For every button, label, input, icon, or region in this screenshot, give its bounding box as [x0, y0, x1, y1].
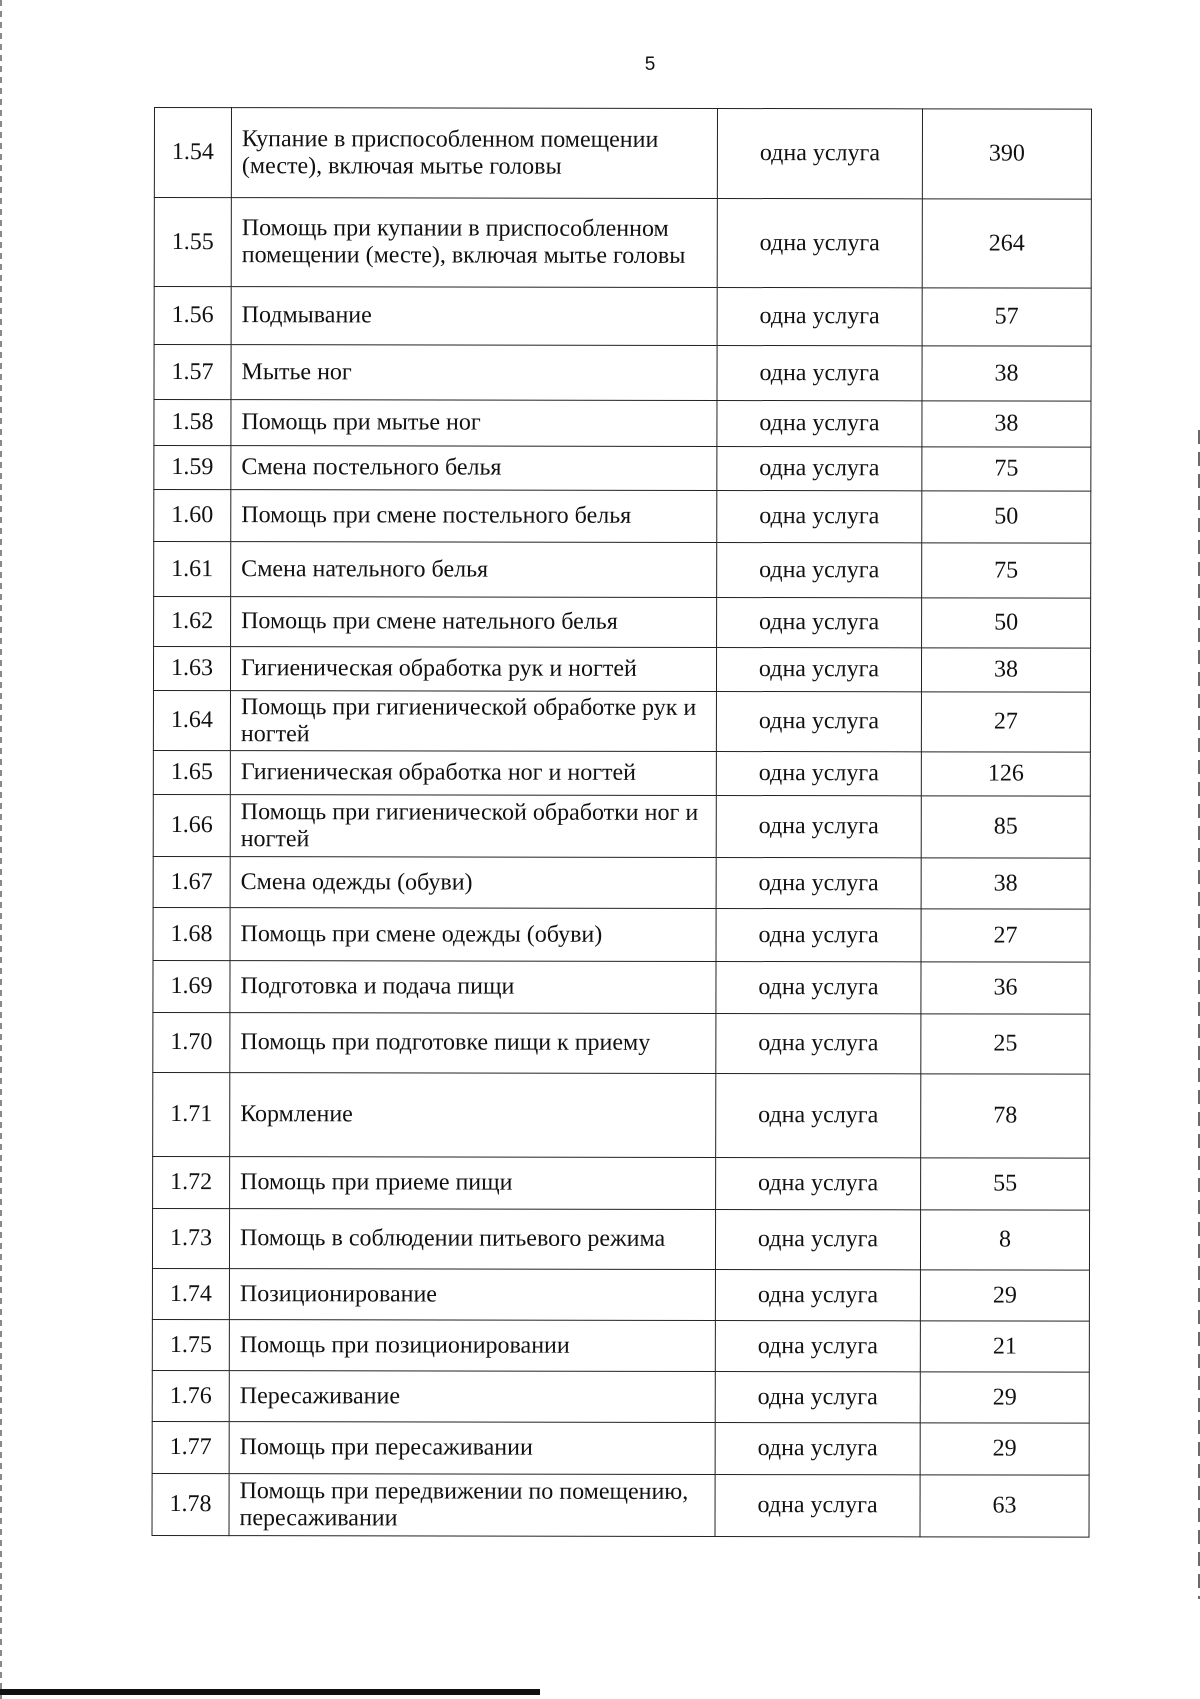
- table-row: [154, 490, 1091, 544]
- service-name: Смена одежды (обуви): [230, 857, 716, 909]
- table-row: [153, 1156, 1090, 1210]
- service-name: Кормление: [230, 1073, 716, 1158]
- table-row: [153, 856, 1090, 909]
- service-price: 38: [922, 401, 1091, 447]
- service-price: 63: [920, 1475, 1089, 1537]
- service-number: 1.62: [154, 597, 231, 647]
- service-name: Помощь при подготовке пищи к приему: [230, 1013, 716, 1074]
- service-number: 1.59: [154, 446, 231, 490]
- service-name: Смена нательного белья: [231, 542, 717, 598]
- table-row: [154, 446, 1091, 492]
- service-number: 1.61: [154, 542, 231, 597]
- service-number: 1.54: [154, 108, 231, 198]
- service-price: 57: [922, 288, 1091, 346]
- service-unit: одна услуга: [715, 1422, 920, 1474]
- table-row: [152, 1370, 1089, 1423]
- service-unit: одна услуга: [715, 1474, 920, 1536]
- service-price: 21: [920, 1321, 1089, 1372]
- service-number: 1.60: [154, 490, 231, 542]
- service-unit: одна услуга: [716, 647, 921, 691]
- service-price: 55: [921, 1158, 1090, 1210]
- service-name: Помощь при пересаживании: [229, 1422, 715, 1475]
- service-price: 75: [922, 447, 1091, 491]
- service-number: 1.69: [153, 960, 230, 1012]
- service-number: 1.70: [153, 1012, 230, 1072]
- service-price: 8: [920, 1210, 1089, 1270]
- service-name: Купание в приспособленном помещении (месте), включая мытье головы: [231, 108, 717, 199]
- table-row: [152, 1268, 1089, 1321]
- service-price: 390: [922, 109, 1091, 199]
- service-price: 25: [921, 1014, 1090, 1074]
- service-name: Помощь при купании в приспособленном помещении (месте), включая мытье головы: [231, 198, 717, 288]
- table-body: [152, 108, 1091, 1538]
- service-unit: одна услуга: [716, 1073, 921, 1157]
- page-number: 5: [644, 54, 656, 75]
- service-name: Смена постельного белья: [231, 446, 717, 491]
- service-name: Помощь в соблюдении питьевого режима: [229, 1209, 715, 1270]
- service-number: 1.63: [153, 647, 230, 691]
- service-name: Помощь при смене постельного белья: [231, 490, 717, 543]
- service-unit: одна услуга: [715, 1320, 920, 1371]
- service-unit: одна услуга: [717, 400, 922, 446]
- service-name: Помощь при гигиенической обработке рук и ногтей: [230, 691, 716, 752]
- table-row: [153, 750, 1090, 796]
- service-name: Пересаживание: [229, 1371, 715, 1423]
- service-name: Гигиеническая обработка рук и ногтей: [230, 647, 716, 692]
- table-row: [154, 287, 1091, 347]
- scan-bottom-edge: [0, 1689, 540, 1695]
- table-row: [153, 691, 1090, 753]
- table-row: [154, 542, 1091, 599]
- service-unit: одна услуга: [716, 1157, 921, 1209]
- service-name: Позиционирование: [229, 1269, 715, 1321]
- service-unit: одна услуга: [715, 1209, 920, 1269]
- service-number: 1.73: [152, 1208, 229, 1268]
- service-unit: одна услуга: [717, 198, 922, 287]
- service-unit: одна услуга: [717, 446, 922, 490]
- service-unit: одна услуга: [717, 345, 922, 400]
- service-name: Помощь при смене одежды (обуви): [230, 908, 716, 962]
- service-number: 1.68: [153, 907, 230, 960]
- service-unit: одна услуга: [717, 287, 922, 345]
- service-price: 50: [922, 598, 1091, 648]
- service-name: Помощь при гигиенической обработки ног и ногтей: [230, 795, 716, 858]
- service-name: Подготовка и подача пищи: [230, 961, 716, 1014]
- service-number: 1.56: [154, 287, 231, 345]
- service-name: Помощь при мытье ног: [231, 400, 717, 447]
- service-unit: одна услуга: [717, 542, 922, 597]
- service-price: 38: [921, 858, 1090, 909]
- service-price: 36: [921, 962, 1090, 1014]
- service-unit: одна услуга: [716, 961, 921, 1013]
- table-row: [152, 1319, 1089, 1372]
- services-table: [152, 107, 1092, 1538]
- service-price: 29: [920, 1270, 1089, 1321]
- service-number: 1.77: [152, 1421, 229, 1473]
- service-name: Помощь при приеме пищи: [230, 1157, 716, 1210]
- service-name: Помощь при позиционировании: [229, 1320, 715, 1372]
- service-name: Подмывание: [231, 287, 717, 346]
- table-row: [153, 1072, 1090, 1158]
- table-row: [152, 1421, 1089, 1475]
- table-row: [154, 198, 1091, 289]
- service-price: 38: [921, 648, 1090, 692]
- table-row: [153, 794, 1090, 858]
- service-price: 27: [921, 909, 1090, 962]
- service-unit: одна услуга: [716, 1013, 921, 1073]
- service-price: 27: [921, 692, 1090, 752]
- service-unit: одна услуга: [716, 857, 921, 908]
- service-number: 1.71: [153, 1072, 230, 1156]
- service-number: 1.65: [153, 750, 230, 794]
- service-price: 50: [922, 491, 1091, 543]
- table-row: [153, 907, 1090, 962]
- service-number: 1.72: [153, 1156, 230, 1208]
- service-unit: одна услуга: [715, 1269, 920, 1320]
- scan-left-edge: [0, 0, 2, 1699]
- service-unit: одна услуга: [717, 108, 922, 198]
- table-row: [153, 960, 1090, 1014]
- service-number: 1.78: [152, 1473, 229, 1535]
- table-row: [154, 400, 1091, 448]
- table-row: [153, 647, 1090, 693]
- service-number: 1.74: [152, 1268, 229, 1319]
- service-number: 1.64: [153, 691, 230, 751]
- service-unit: одна услуга: [716, 908, 921, 961]
- service-price: 85: [921, 796, 1090, 858]
- service-unit: одна услуга: [715, 1371, 920, 1422]
- table-row: [152, 1208, 1089, 1270]
- service-number: 1.67: [153, 856, 230, 907]
- service-name: Мытье ног: [231, 345, 717, 401]
- service-unit: одна услуга: [717, 597, 922, 647]
- service-unit: одна услуга: [716, 751, 921, 795]
- service-price: 29: [920, 1423, 1089, 1475]
- service-name: Помощь при передвижении по помещению, пересаживании: [229, 1474, 715, 1537]
- table-row: [154, 597, 1091, 649]
- service-number: 1.55: [154, 198, 231, 287]
- service-price: 75: [922, 543, 1091, 598]
- table-row: [154, 108, 1091, 200]
- service-number: 1.76: [152, 1370, 229, 1421]
- service-name: Помощь при смене нательного белья: [231, 597, 717, 648]
- service-price: 264: [922, 199, 1091, 288]
- service-price: 38: [922, 346, 1091, 401]
- service-number: 1.75: [152, 1319, 229, 1370]
- service-number: 1.57: [154, 345, 231, 400]
- service-unit: одна услуга: [717, 490, 922, 542]
- service-name: Гигиеническая обработка ног и ногтей: [230, 751, 716, 796]
- service-unit: одна услуга: [716, 691, 921, 751]
- table-row: [152, 1473, 1089, 1537]
- service-price: 78: [921, 1074, 1090, 1158]
- service-price: 29: [920, 1372, 1089, 1423]
- service-number: 1.66: [153, 794, 230, 856]
- table-row: [154, 345, 1091, 402]
- service-number: 1.58: [154, 400, 231, 446]
- service-price: 126: [921, 752, 1090, 796]
- service-unit: одна услуга: [716, 795, 921, 857]
- table-row: [153, 1012, 1090, 1074]
